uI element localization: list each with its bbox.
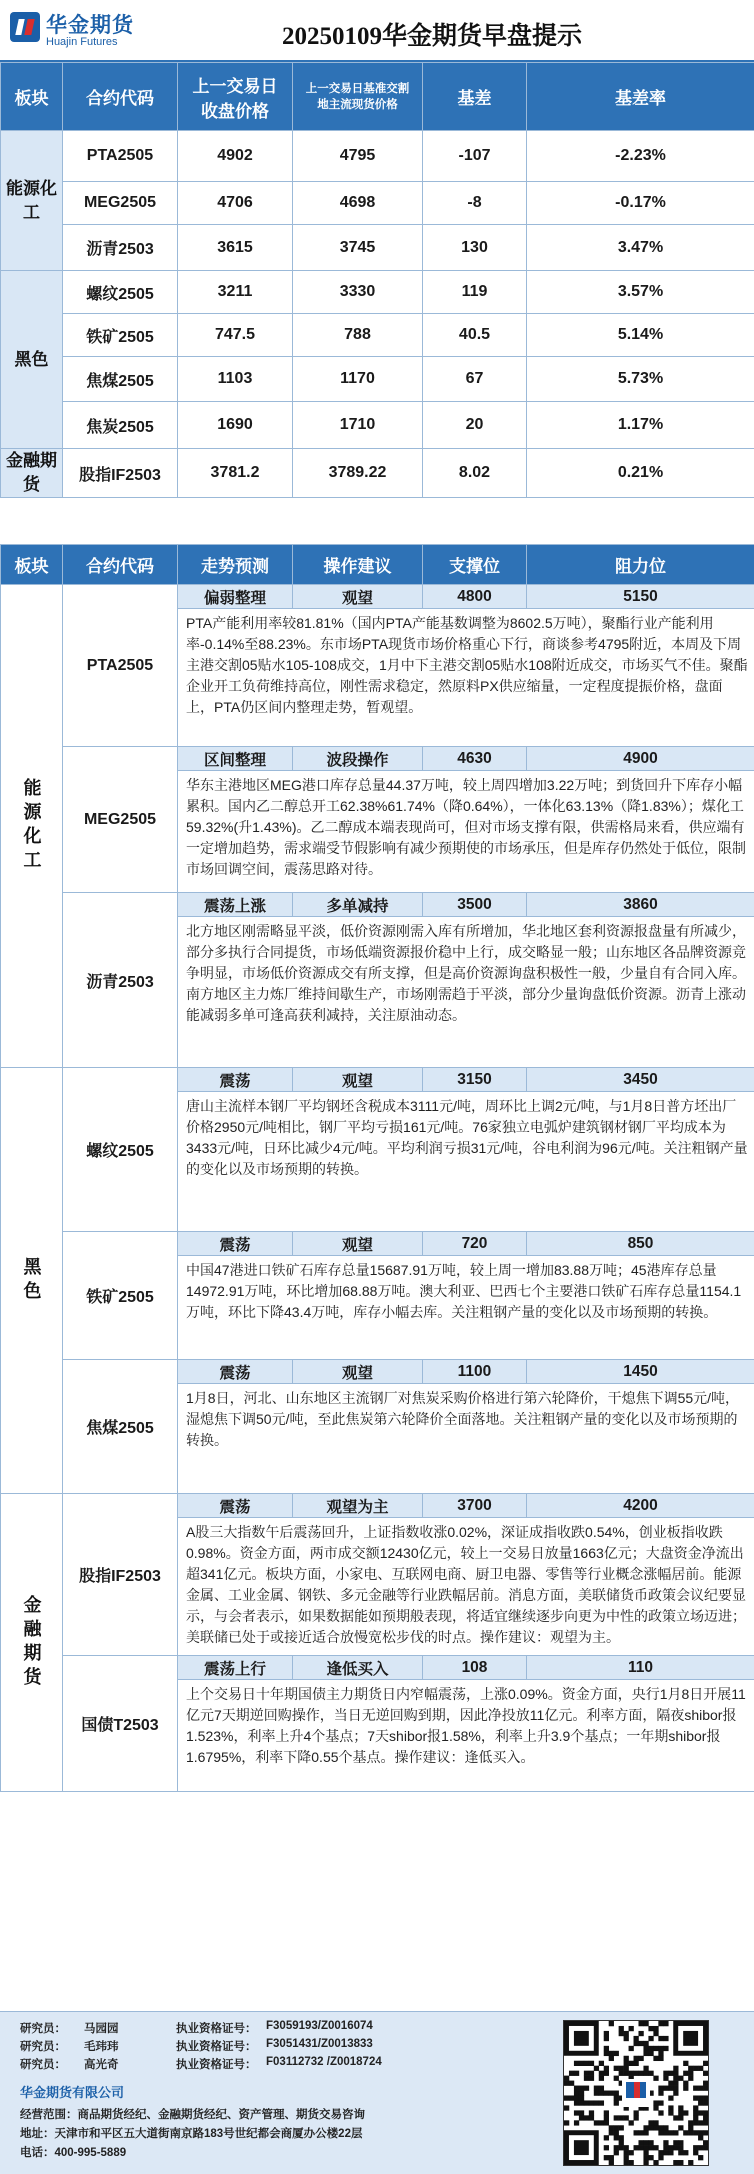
advice-contract-code: 螺纹2505: [63, 1068, 178, 1232]
sector-label: 能源化工: [1, 131, 63, 271]
trend-forecast: 震荡上行: [178, 1656, 293, 1680]
trend-forecast: 震荡: [178, 1360, 293, 1384]
cert-label: 执业资格证号：: [176, 2041, 257, 2053]
basis-row: [1, 225, 754, 271]
close-price: 3615: [178, 225, 293, 271]
operation-advice: 观望: [293, 1360, 423, 1384]
spot-price: 1170: [293, 357, 423, 402]
support-level: 4630: [423, 747, 527, 771]
spot-price: 3745: [293, 225, 423, 271]
basis-row: [1, 182, 754, 225]
advice-col-resist-header: 阻力位: [527, 545, 754, 585]
researcher-label: 研究员：: [20, 2059, 66, 2071]
qr-code-icon: [563, 2020, 709, 2166]
advice-summary-row: [1, 747, 754, 771]
trend-forecast: 震荡: [178, 1068, 293, 1092]
advice-summary-row: [1, 1656, 754, 1680]
support-level: 108: [423, 1656, 527, 1680]
basis-value: -8: [423, 182, 527, 225]
advice-contract-code: MEG2505: [63, 747, 178, 893]
advice-header-row: [1, 545, 754, 585]
basis-rate: 1.17%: [527, 402, 754, 449]
basis-value: -107: [423, 131, 527, 182]
basis-rate: 5.73%: [527, 357, 754, 402]
resistance-level: 3450: [527, 1068, 754, 1092]
contract-code: MEG2505: [63, 182, 178, 225]
advice-sector-label: 黑色: [1, 1068, 63, 1494]
cert-label: 执业资格证号：: [176, 2023, 257, 2035]
footer-company: 华金期货有限公司: [20, 2085, 125, 2100]
advice-contract-code: 国债T2503: [63, 1656, 178, 1792]
contract-code: 焦炭2505: [63, 402, 178, 449]
trend-forecast: 区间整理: [178, 747, 293, 771]
analysis-text: 1月8日，河北、山东地区主流钢厂对焦炭采购价格进行第六轮降价，干熄焦下调55元/吨，湿熄焦下调50元/吨，至此焦炭第六轮降价全面落地。关注粗钢产量的变化以及市场预期的转换。: [178, 1384, 754, 1494]
operation-advice: 多单减持: [293, 893, 423, 917]
researcher-name: 高光奇: [84, 2059, 119, 2071]
basis-row: [1, 449, 754, 498]
advice-col-sector-header: 板块: [1, 545, 63, 585]
advice-contract-code: 沥青2503: [63, 893, 178, 1068]
basis-rate: 5.14%: [527, 314, 754, 357]
cert-number: F3051431/Z0013833: [266, 2038, 373, 2050]
trend-forecast: 偏弱整理: [178, 585, 293, 609]
col-close-line1: 上一交易日: [192, 76, 278, 96]
resistance-level: 1450: [527, 1360, 754, 1384]
operation-advice: 观望为主: [293, 1494, 423, 1518]
resistance-level: 5150: [527, 585, 754, 609]
close-price: 3781.2: [178, 449, 293, 498]
footer-scope: 经营范围：商品期货经纪、金融期货经纪、资产管理、期货交易咨询: [20, 2109, 365, 2121]
basis-value: 40.5: [423, 314, 527, 357]
advice-contract-code: 铁矿2505: [63, 1232, 178, 1360]
support-level: 3500: [423, 893, 527, 917]
spot-price: 4698: [293, 182, 423, 225]
close-price: 4902: [178, 131, 293, 182]
header: [0, 0, 754, 62]
advice-contract-code: 焦煤2505: [63, 1360, 178, 1494]
cert-label: 执业资格证号：: [176, 2059, 257, 2071]
contract-code: 沥青2503: [63, 225, 178, 271]
advice-summary-row: [1, 893, 754, 917]
resistance-level: 4200: [527, 1494, 754, 1518]
footer-address: 地址：天津市和平区五大道街南京路183号世纪都会商厦办公楼22层: [20, 2128, 363, 2140]
spot-price: 3789.22: [293, 449, 423, 498]
spot-price: 4795: [293, 131, 423, 182]
contract-code: 铁矿2505: [63, 314, 178, 357]
col-spot-line2: 地主流现货价格: [317, 98, 398, 111]
basis-row: [1, 314, 754, 357]
basis-row: [1, 131, 754, 182]
support-level: 720: [423, 1232, 527, 1256]
contract-code: PTA2505: [63, 131, 178, 182]
operation-advice: 波段操作: [293, 747, 423, 771]
close-price: 4706: [178, 182, 293, 225]
trend-forecast: 震荡: [178, 1494, 293, 1518]
col-rate-header: 基差率: [527, 63, 754, 131]
analysis-text: PTA产能利用率较81.81%（国内PTA产能基数调整为8602.5万吨），聚酯行业产能利用率-0.14%至88.23%。东市场PTA现货市场价格重心下行，商谈参考4795附近，本周及下周主港交割05贴水105-108成交，1月中下主港交割05贴水108附近成交，市场买气不佳。聚酯企业开工负荷维持高位，刚性需求稳定，然原料PX供应缩量，一定程度提振价格，盘面上，PTA仍区间内整理走势，暂观望。: [178, 609, 754, 747]
advice-sector-label: 金融期货: [1, 1494, 63, 1792]
analysis-text: A股三大指数午后震荡回升，上证指数收涨0.02%，深证成指收跌0.54%，创业板指收跌0.98%。资金方面，两市成交额12430亿元，较上一交易日放量1663亿元；大盘资金净流出超341亿元。板块方面，小家电、互联网电商、厨卫电器、零售等行业概念涨幅居前。能源金属、工业金属、钢铁、多元金融等行业跌幅居前。消息方面，美联储货币政策会议纪要显示，与会者表示，如果数据能如预期般表现，将适宜继续逐步向更为中性的政策立场迈进；美联储已处于或接近适合放慢宽松步伐的时点。操作建议：观望为主。: [178, 1518, 754, 1656]
col-close-line2: 收盘价格: [201, 101, 269, 121]
support-level: 4800: [423, 585, 527, 609]
close-price: 747.5: [178, 314, 293, 357]
resistance-level: 3860: [527, 893, 754, 917]
advice-summary-row: [1, 1068, 754, 1092]
advice-contract-code: PTA2505: [63, 585, 178, 747]
support-level: 3700: [423, 1494, 527, 1518]
footer: [0, 2011, 754, 2174]
operation-advice: 观望: [293, 585, 423, 609]
researcher-name: 毛玮玮: [84, 2041, 119, 2053]
resistance-level: 4900: [527, 747, 754, 771]
basis-table: [0, 62, 754, 498]
advice-col-trend-header: 走势预测: [178, 545, 293, 585]
basis-rate: 0.21%: [527, 449, 754, 498]
cert-number: F03112732 /Z0018724: [266, 2056, 382, 2068]
advice-summary-row: [1, 1360, 754, 1384]
cert-number: F3059193/Z0016074: [266, 2020, 373, 2032]
advice-contract-code: 股指IF2503: [63, 1494, 178, 1656]
trend-forecast: 震荡: [178, 1232, 293, 1256]
analysis-text: 华东主港地区MEG港口库存总量44.37万吨，较上周四增加3.22万吨；到货回升下库存小幅累积。国内乙二醇总开工62.38%61.74%（降0.64%），一体化63.13%（降1.83%）；煤化工59.32%(升1.43%)。乙二醇成本端表现尚可，但对市场支撑有限，供需格局来看，供应端有一定增加趋势，需求端受节假影响有减少预期使的市场承压，但是库存仍然处于低位，限制市场回调空间，震荡思路对待。: [178, 771, 754, 893]
close-price: 1103: [178, 357, 293, 402]
contract-code: 焦煤2505: [63, 357, 178, 402]
basis-row: [1, 357, 754, 402]
analysis-text: 北方地区刚需略显平淡，低价资源刚需入库有所增加，华北地区套利资源报盘量有所减少，部分多执行合同提货，市场低端资源报价稳中上行，成交略显一般；山东地区各品牌资源竞争明显，市场低价资源成交有所支撑，但是高价资源询盘积极性一般，少量自有合同入库。南方地区主力炼厂维持间歇生产，市场刚需趋于平淡，部分少量询盘低价资源。沥青上涨动能减弱多单可逢高获利减持，关注原油动态。: [178, 917, 754, 1068]
advice-summary-row: [1, 1494, 754, 1518]
col-basis-header: 基差: [423, 63, 527, 131]
researcher-label: 研究员：: [20, 2041, 66, 2053]
spot-price: 3330: [293, 271, 423, 314]
basis-row: [1, 402, 754, 449]
footer-phone: 电话：400-995-5889: [20, 2147, 127, 2159]
analysis-text: 中国47港进口铁矿石库存总量15687.91万吨，较上周一增加83.88万吨；45港库存总量14972.91万吨，环比增加68.88万吨。澳大利亚、巴西七个主要港口铁矿石库存总量1154.1万吨，环比下降43.4万吨，库存小幅去库。关注粗钢产量的变化以及市场预期的转换。: [178, 1256, 754, 1360]
advice-col-op-header: 操作建议: [293, 545, 423, 585]
resistance-level: 850: [527, 1232, 754, 1256]
advice-summary-row: [1, 1232, 754, 1256]
operation-advice: 观望: [293, 1068, 423, 1092]
logo-text-cn: 华金期货: [46, 14, 134, 37]
advice-summary-row: [1, 585, 754, 609]
operation-advice: 逢低买入: [293, 1656, 423, 1680]
basis-rate: 3.57%: [527, 271, 754, 314]
basis-value: 20: [423, 402, 527, 449]
analysis-text: 唐山主流样本钢厂平均钢坯含税成本3111元/吨，周环比上调2元/吨，与1月8日普方坯出厂价格2950元/吨相比，钢厂平均亏损161元/吨。76家独立电弧炉建筑钢材钢厂平均成本为3433元/吨，日环比减少4元/吨。平均利润亏损31元/吨，谷电利润为96元/吨。关注粗钢产量的变化以及市场预期的转换。: [178, 1092, 754, 1232]
col-spot-header: [293, 63, 423, 131]
logo-text-en: Huajin Futures: [46, 36, 118, 48]
researcher-label: 研究员：: [20, 2023, 66, 2035]
spot-price: 1710: [293, 402, 423, 449]
basis-value: 130: [423, 225, 527, 271]
basis-value: 8.02: [423, 449, 527, 498]
basis-value: 67: [423, 357, 527, 402]
page-title: 20250109华金期货早盘提示: [281, 23, 582, 50]
advice-col-support-header: 支撑位: [423, 545, 527, 585]
basis-row: [1, 271, 754, 314]
sector-label: 黑色: [1, 271, 63, 449]
support-level: 1100: [423, 1360, 527, 1384]
support-level: 3150: [423, 1068, 527, 1092]
operation-advice: 观望: [293, 1232, 423, 1256]
advice-table: [0, 544, 754, 1792]
close-price: 3211: [178, 271, 293, 314]
sector-label: 金融期货: [1, 449, 63, 498]
basis-header-row: [1, 63, 754, 131]
trend-forecast: 震荡上涨: [178, 893, 293, 917]
contract-code: 股指IF2503: [63, 449, 178, 498]
col-code-header: 合约代码: [63, 63, 178, 131]
spot-price: 788: [293, 314, 423, 357]
advice-col-code-header: 合约代码: [63, 545, 178, 585]
basis-value: 119: [423, 271, 527, 314]
col-close-header: [178, 63, 293, 131]
analysis-text: 上个交易日十年期国债主力期货日内窄幅震荡，上涨0.09%。资金方面，央行1月8日开展11亿元7天期逆回购操作，当日无逆回购到期，因此净投放11亿元。利率方面，隔夜shibor报1.523%，利率上升4个基点；7天shibor报1.58%，利率上升3.9个基点；一年期shibor报1.6795%，利率下降0.55个基点。操作建议：逢低买入。: [178, 1680, 754, 1792]
basis-rate: -0.17%: [527, 182, 754, 225]
contract-code: 螺纹2505: [63, 271, 178, 314]
col-spot-line1: 上一交易日基准交割: [305, 82, 410, 95]
basis-rate: -2.23%: [527, 131, 754, 182]
close-price: 1690: [178, 402, 293, 449]
researcher-name: 马园园: [84, 2023, 119, 2035]
col-sector-header: 板块: [1, 63, 63, 131]
resistance-level: 110: [527, 1656, 754, 1680]
advice-sector-label: 能源化工: [1, 585, 63, 1068]
basis-rate: 3.47%: [527, 225, 754, 271]
